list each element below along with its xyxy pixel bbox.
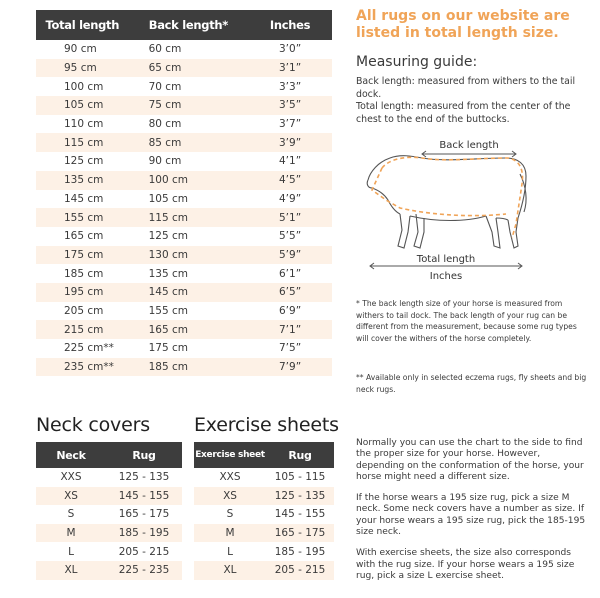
table-row bbox=[194, 524, 334, 543]
info-paragraph-3: With exercise sheets, the size also corresponds with the rug size. If your horse wears a 195 size rug, pick a size L exercise sheet. bbox=[356, 548, 575, 581]
table-cell: 5’5” bbox=[248, 227, 332, 246]
back-length-arrow bbox=[422, 151, 516, 157]
table-row bbox=[36, 246, 332, 265]
table-row bbox=[36, 227, 332, 246]
table-cell: 7’1” bbox=[248, 320, 332, 339]
exercise-sheets-table bbox=[194, 442, 334, 580]
table-cell: 3’9” bbox=[248, 133, 332, 152]
table-cell: S bbox=[194, 505, 266, 524]
table-row bbox=[36, 96, 332, 115]
horse-measurement-diagram bbox=[356, 128, 546, 288]
table-row bbox=[36, 542, 182, 561]
table-cell: 125 cm bbox=[36, 152, 129, 171]
table-cell: 4’9” bbox=[248, 190, 332, 209]
table-cell: 4’5” bbox=[248, 171, 332, 190]
table-cell: M bbox=[194, 524, 266, 543]
table-row bbox=[36, 59, 332, 78]
table-cell: 105 cm bbox=[36, 96, 129, 115]
table-cell: 145 cm bbox=[129, 283, 249, 302]
table-cell: 5’9” bbox=[248, 246, 332, 265]
table-cell: 225 cm** bbox=[36, 339, 129, 358]
table-row bbox=[194, 487, 334, 506]
header-rug: Rug bbox=[106, 442, 182, 468]
table-cell: 90 cm bbox=[36, 40, 129, 59]
table-row bbox=[36, 133, 332, 152]
table-cell: 145 - 155 bbox=[266, 505, 334, 524]
table-cell: XL bbox=[194, 561, 266, 580]
table-cell: 195 cm bbox=[36, 283, 129, 302]
header-total-length: Total length bbox=[36, 10, 129, 40]
table-cell: 235 cm** bbox=[36, 358, 129, 377]
exercise-table-header-row bbox=[194, 442, 334, 468]
info-paragraph-2: If the horse wears a 195 size rug, pick a size M neck. Some neck covers have a number as size. If your horse wears a 195 size rug, pick the 185-195 size neck. bbox=[356, 493, 586, 538]
table-cell: 135 cm bbox=[36, 171, 129, 190]
table-cell: M bbox=[36, 524, 106, 543]
table-row bbox=[36, 171, 332, 190]
neck-covers-title: Neck covers bbox=[36, 414, 150, 436]
table-cell: 70 cm bbox=[129, 77, 249, 96]
header-neck: Neck bbox=[36, 442, 106, 468]
table-cell: 7’9” bbox=[248, 358, 332, 377]
table-row bbox=[194, 468, 334, 487]
table-cell: XS bbox=[36, 487, 106, 506]
table-row bbox=[36, 190, 332, 209]
table-row bbox=[194, 505, 334, 524]
inches-label: Inches bbox=[429, 271, 463, 282]
measuring-guide-title: Measuring guide: bbox=[356, 54, 478, 70]
size-table-header-row bbox=[36, 10, 332, 40]
back-length-note: * The back length size of your horse is measured from withers to tail dock. The back length of your rug can be different from the measurement, because some rug types will cover the withers of the horse completely. bbox=[356, 299, 577, 343]
table-cell: 205 - 215 bbox=[106, 542, 182, 561]
table-cell: 165 cm bbox=[129, 320, 249, 339]
table-row bbox=[194, 542, 334, 561]
table-cell: 100 cm bbox=[36, 77, 129, 96]
table-cell: 135 cm bbox=[129, 264, 249, 283]
table-cell: 3’3” bbox=[248, 77, 332, 96]
table-cell: 115 cm bbox=[129, 208, 249, 227]
header-rug: Rug bbox=[266, 442, 334, 468]
total-length-label: Total length bbox=[416, 254, 476, 265]
table-cell: 185 cm bbox=[36, 264, 129, 283]
table-cell: 205 - 215 bbox=[266, 561, 334, 580]
table-cell: 185 - 195 bbox=[106, 524, 182, 543]
table-row bbox=[36, 505, 182, 524]
table-cell: 155 cm bbox=[36, 208, 129, 227]
table-cell: 85 cm bbox=[129, 133, 249, 152]
headline: All rugs on our website are listed in total length size. bbox=[356, 8, 570, 41]
table-cell: 155 cm bbox=[129, 302, 249, 321]
table-row bbox=[36, 468, 182, 487]
neck-table-header-row bbox=[36, 442, 182, 468]
table-row bbox=[36, 208, 332, 227]
size-table bbox=[36, 10, 332, 376]
table-cell: 6’9” bbox=[248, 302, 332, 321]
table-cell: 185 - 195 bbox=[266, 542, 334, 561]
table-row bbox=[36, 524, 182, 543]
measuring-guide-text bbox=[356, 76, 588, 126]
table-row bbox=[36, 487, 182, 506]
table-cell: 3’1” bbox=[248, 59, 332, 78]
table-cell: XXS bbox=[194, 468, 266, 487]
table-cell: 3’7” bbox=[248, 115, 332, 134]
table-cell: 215 cm bbox=[36, 320, 129, 339]
table-cell: XS bbox=[194, 487, 266, 506]
table-cell: 105 - 115 bbox=[266, 468, 334, 487]
table-cell: 175 cm bbox=[129, 339, 249, 358]
table-cell: 175 cm bbox=[36, 246, 129, 265]
table-cell: 130 cm bbox=[129, 246, 249, 265]
table-row bbox=[36, 77, 332, 96]
table-cell: XL bbox=[36, 561, 106, 580]
table-cell: XXS bbox=[36, 468, 106, 487]
table-row bbox=[36, 152, 332, 171]
table-cell: 125 - 135 bbox=[106, 468, 182, 487]
sizing-info-text bbox=[356, 438, 588, 592]
table-cell: 80 cm bbox=[129, 115, 249, 134]
back-length-label: Back length bbox=[439, 140, 499, 151]
table-cell: 6’1” bbox=[248, 264, 332, 283]
table-cell: 145 - 155 bbox=[106, 487, 182, 506]
table-cell: 90 cm bbox=[129, 152, 249, 171]
table-cell: 125 cm bbox=[129, 227, 249, 246]
table-cell: 60 cm bbox=[129, 40, 249, 59]
table-cell: 145 cm bbox=[36, 190, 129, 209]
table-row bbox=[36, 339, 332, 358]
table-cell: 7’5” bbox=[248, 339, 332, 358]
table-row bbox=[36, 320, 332, 339]
table-cell: 110 cm bbox=[36, 115, 129, 134]
table-row bbox=[36, 115, 332, 134]
table-cell: 105 cm bbox=[129, 190, 249, 209]
table-row bbox=[36, 283, 332, 302]
table-cell: 95 cm bbox=[36, 59, 129, 78]
table-cell: L bbox=[36, 542, 106, 561]
table-cell: L bbox=[194, 542, 266, 561]
neck-covers-table bbox=[36, 442, 182, 580]
table-cell: 5’1” bbox=[248, 208, 332, 227]
table-row bbox=[36, 302, 332, 321]
table-row bbox=[194, 561, 334, 580]
header-back-length: Back length* bbox=[129, 10, 249, 40]
table-cell: 165 - 175 bbox=[266, 524, 334, 543]
table-cell: 115 cm bbox=[36, 133, 129, 152]
horse-outline bbox=[367, 156, 526, 248]
exercise-sheets-title: Exercise sheets bbox=[194, 414, 339, 436]
table-cell: 205 cm bbox=[36, 302, 129, 321]
table-row bbox=[36, 264, 332, 283]
table-cell: 6’5” bbox=[248, 283, 332, 302]
guide-back-length-text: Back length: measured from withers to the tail dock. bbox=[356, 76, 576, 100]
table-cell: 165 cm bbox=[36, 227, 129, 246]
info-paragraph-1: Normally you can use the chart to the side to find the proper size for your horse. However, depending on the conformation of the horse, your horse might need a different size. bbox=[356, 438, 584, 482]
table-row bbox=[36, 561, 182, 580]
table-cell: 125 - 135 bbox=[266, 487, 334, 506]
horse-diagram-svg bbox=[356, 128, 546, 288]
table-cell: 3’5” bbox=[248, 96, 332, 115]
availability-note: ** Available only in selected eczema rugs, fly sheets and big neck rugs. bbox=[356, 373, 587, 394]
header-inches: Inches bbox=[248, 10, 332, 40]
table-cell: 3’0” bbox=[248, 40, 332, 59]
table-cell: 65 cm bbox=[129, 59, 249, 78]
table-cell: 75 cm bbox=[129, 96, 249, 115]
rug-dashed-outline bbox=[372, 157, 522, 238]
table-cell: S bbox=[36, 505, 106, 524]
table-row bbox=[36, 358, 332, 377]
table-cell: 185 cm bbox=[129, 358, 249, 377]
table-cell: 4’1” bbox=[248, 152, 332, 171]
table-cell: 225 - 235 bbox=[106, 561, 182, 580]
table-cell: 165 - 175 bbox=[106, 505, 182, 524]
table-row bbox=[36, 40, 332, 59]
table-cell: 100 cm bbox=[129, 171, 249, 190]
header-exercise-sheet: Exercise sheet bbox=[194, 442, 266, 468]
guide-total-length-text: Total length: measured from the center of the chest to the end of the buttocks. bbox=[356, 101, 571, 125]
